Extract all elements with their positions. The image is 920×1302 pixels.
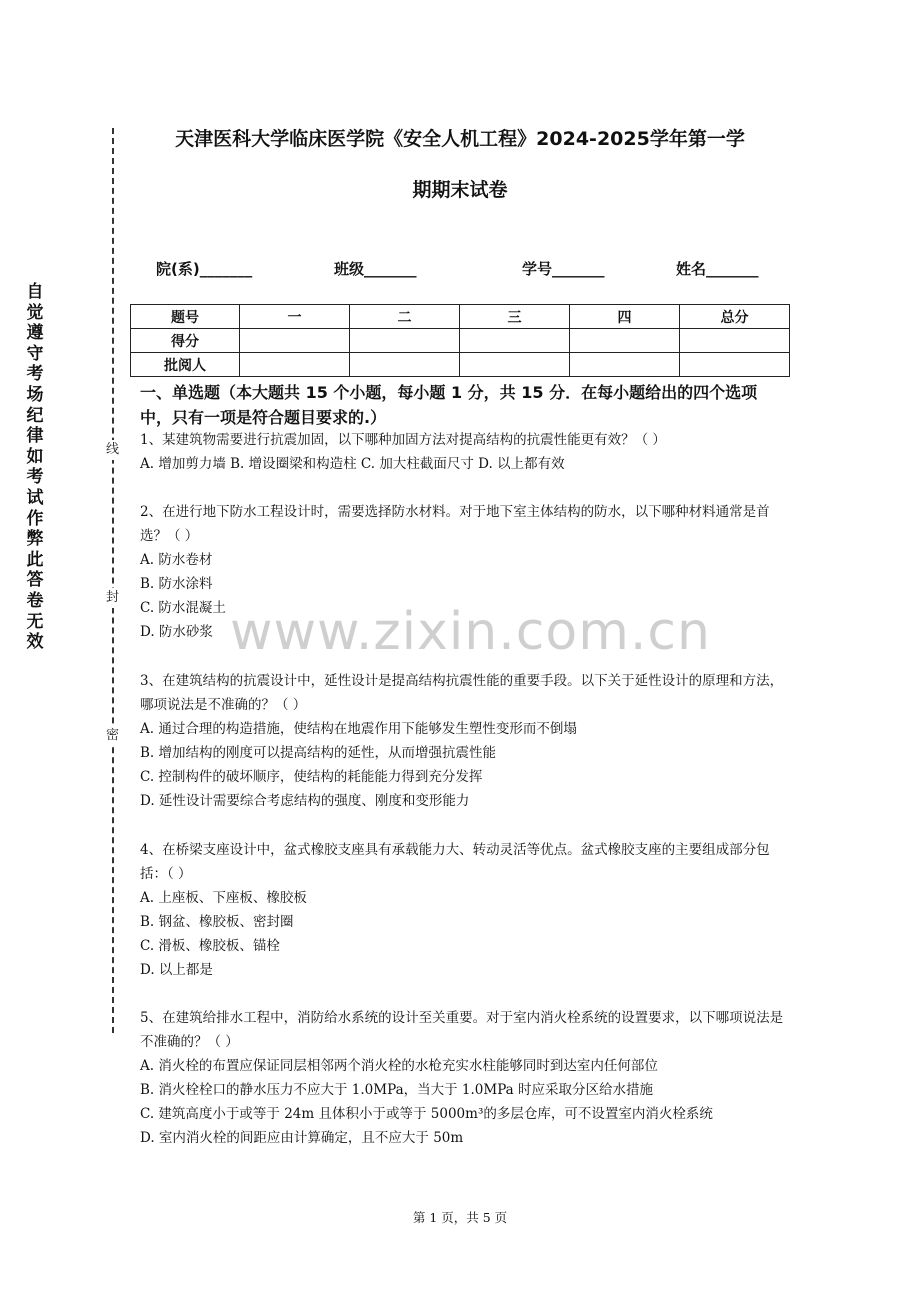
question-stem: 1、某建筑物需要进行抗震加固，以下哪种加固方法对提高结构的抗震性能更有效？（ ） <box>140 432 666 448</box>
option-a: A. 上座板、下座板、橡胶板 <box>140 890 307 906</box>
row-label-cell: 得分 <box>131 329 240 353</box>
option-c: C. 防水混凝土 <box>140 600 226 616</box>
header-cell: 一 <box>240 305 350 329</box>
section-heading: 一、单选题（本大题共 15 个小题，每小题 1 分，共 15 分．在每小题给出的四个选项中，只有一项是符合题目要求的.） <box>140 383 758 427</box>
option-d: D. 以上都是 <box>140 962 213 978</box>
option-d: D. 室内消火栓的间距应由计算确定，且不应大于 50m <box>140 1130 464 1146</box>
option-b: B. 增加结构的刚度可以提高结构的延性，从而增强抗震性能 <box>140 745 497 761</box>
option-b: B. 钢盆、橡胶板、密封圈 <box>140 914 294 930</box>
header-cell: 四 <box>570 305 680 329</box>
exam-title-line1: 天津医科大学临床医学院《安全人机工程》2024-2025学年第一学 <box>175 128 745 150</box>
question-4 <box>140 838 785 982</box>
score-cell <box>350 329 460 353</box>
option-a: A. 消火栓的布置应保证同层相邻两个消火栓的水枪充实水柱能够同时到达室内任何部位 <box>140 1058 658 1074</box>
header-cell: 总分 <box>680 305 790 329</box>
cut-mark-line: 线 <box>104 440 121 460</box>
header-cell: 二 <box>350 305 460 329</box>
seal-cut-line <box>112 128 114 1033</box>
exam-title-line2: 期期末试卷 <box>412 179 508 201</box>
cut-mark-seal: 封 <box>104 588 121 608</box>
question-stem: 2、在进行地下防水工程设计时，需要选择防水材料。对于地下室主体结构的防水，以下哪种材料通常是首选？（ ） <box>140 504 770 544</box>
score-cell <box>680 329 790 353</box>
option-c: C. 滑板、橡胶板、锚栓 <box>140 938 280 954</box>
score-cell <box>570 329 680 353</box>
option-a: A. 防水卷材 <box>140 552 213 568</box>
grader-cell <box>460 353 570 377</box>
option-c: C. 控制构件的破坏顺序，使结构的耗能能力得到充分发挥 <box>140 769 483 785</box>
grader-row <box>131 353 790 377</box>
option-b: B. 消火栓栓口的静水压力不应大于 1.0MPa，当大于 1.0MPa 时应采取分区给水措施 <box>140 1082 654 1098</box>
question-stem: 5、在建筑给排水工程中，消防给水系统的设计至关重要。对于室内消火栓系统的设置要求，以下哪项说法是不准确的？（ ） <box>140 1010 784 1050</box>
question-3 <box>140 669 785 813</box>
question-5 <box>140 1006 785 1150</box>
grader-cell <box>240 353 350 377</box>
score-cell <box>240 329 350 353</box>
score-table <box>130 304 790 377</box>
name-field: 姓名_______ <box>676 260 759 278</box>
option-d: D. 防水砂浆 <box>140 624 213 640</box>
score-table-header-row <box>131 305 790 329</box>
department-field: 院(系)_______ <box>156 260 253 278</box>
score-row <box>131 329 790 353</box>
header-cell: 题号 <box>131 305 240 329</box>
grader-cell <box>680 353 790 377</box>
option-a: A. 通过合理的构造措施，使结构在地震作用下能够发生塑性变形而不倒塌 <box>140 721 577 737</box>
score-cell <box>460 329 570 353</box>
question-stem: 4、在桥梁支座设计中，盆式橡胶支座具有承载能力大、转动灵活等优点。盆式橡胶支座的主要组成部分包括：（ ） <box>140 842 770 882</box>
class-field: 班级_______ <box>334 260 417 278</box>
grader-cell <box>570 353 680 377</box>
header-cell: 三 <box>460 305 570 329</box>
exam-discipline-notice: 自觉遵守考场纪律如考试作弊此答卷无效 <box>26 282 44 653</box>
grader-cell <box>350 353 460 377</box>
question-options: A. 增加剪力墙 B. 增设圈梁和构造柱 C. 加大柱截面尺寸 D. 以上都有效 <box>140 456 565 472</box>
option-b: B. 防水涂料 <box>140 576 213 592</box>
watermark: www.zixin.com.cn <box>230 602 711 662</box>
student-id-field: 学号_______ <box>522 260 605 278</box>
question-1 <box>140 428 785 476</box>
cut-mark-secret: 密 <box>104 726 121 746</box>
page-footer: 第 1 页，共 5 页 <box>412 1210 508 1225</box>
option-d: D. 延性设计需要综合考虑结构的强度、刚度和变形能力 <box>140 793 470 809</box>
row-label-cell: 批阅人 <box>131 353 240 377</box>
option-c: C. 建筑高度小于或等于 24m 且体积小于或等于 5000m³的多层仓库，可不设置室内消火栓系统 <box>140 1106 713 1122</box>
question-stem: 3、在建筑结构的抗震设计中，延性设计是提高结构抗震性能的重要手段。以下关于延性设计的原理和方法，哪项说法是不准确的？（ ） <box>140 673 784 713</box>
